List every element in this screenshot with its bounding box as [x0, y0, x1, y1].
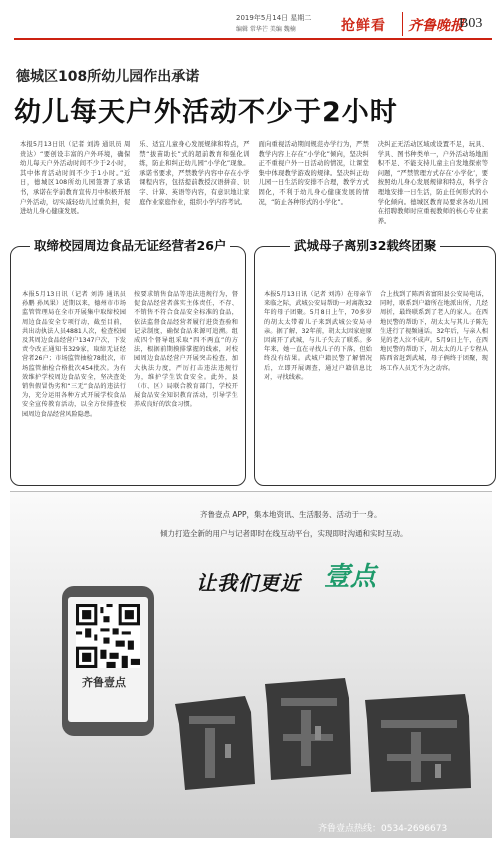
section-name: 抢鲜看 — [341, 18, 386, 34]
ad-description: 倾力打造全新的用户与记者即时在线互动平台，实现即时沟通和实时互动。 — [160, 529, 408, 538]
block-letters-icon — [165, 634, 485, 794]
article-column: 合上找到了陈西省富阳县公安局电话，同时，联系到户籍所在地派出所，几经周折，最终联系到了老人的家人。在西地民警的帮助下，胡太太与其儿子陈先生进行了视频通话。32年后，与亲人相见的老人泣不成声。5月9日上午，在西地民警的帮助下，胡太太的儿子专程从陈西省赶到武城，母子俩终于团聚，现场工作人员无不为之动容。 — [380, 291, 488, 372]
issue-date: 2019年5月14日 星期二 — [236, 14, 312, 22]
qr-code-icon — [76, 604, 140, 668]
qr-brand-label: 齐鲁壹点 — [82, 676, 126, 689]
article-headline: 幼儿每天户外活动不少于2小时 — [14, 97, 398, 128]
article-column: 决纠正无活动区域或设置不足，玩具、学具、图书种类单一，户外活动场地面积不足、不能支持儿童主自发地探索等问题，“严禁管理方式存在‘小学化’，要按照幼儿身心发展规律和特点，科学合理地安排一日生活，防止任何形式的小学化倾向。德城区教育局要求各幼儿园在招聘教师时应重视教师的核心专业素养。 — [377, 141, 488, 225]
article-kicker: 德城区108所幼儿园作出承诺 — [16, 69, 200, 85]
right-article-title: 武城母子离别32载终团聚 — [290, 236, 440, 254]
article-column: 面向重视活动期间规范办学行为，严禁教学内容上存在“小学化”倾向，坚决纠正不重视户外一日活动的情况，让课堂集中体现教学游戏的规律。坚决纠正幼儿园一日生活的安排不合理，教学方式固化，不利于幼儿身心健康发展的情况，“防止各种形式的小学化”。 — [258, 141, 369, 206]
left-article-title: 取缔校园周边食品无证经营者26户 — [30, 236, 230, 254]
ad-hotline: 齐鲁壹点热线：0534-2696673 — [318, 824, 448, 834]
editor-credit: 编辑 常华芒 美编 魏楠 — [236, 26, 296, 33]
page-number: B03 — [459, 16, 483, 31]
article-column: 本报5月13日讯（记者 刘涛 通讯员 孙鹏 孙凤果）近期以来，德州市市场监管管理局在全市开展集中取缔校园周边食品安全专项行动，截至目前，共出动执法人员4881人次，检查校园及其周边食品经营户1347户次，下发责令改正通知书329家，取缔无证经营者26户；市场监管抽检78批次，市场监管抽检合格批次454批次。为有效维护学校周边食品安全，坚决查处销售假冒伪劣和“三无”食品的违法行为，充分运用各种方式开展学校食品安全宣传教育活动，以全方位排查校园周边食品经营风险隐患。 — [22, 291, 126, 418]
article-body — [20, 140, 488, 245]
header-rule — [14, 38, 492, 40]
newspaper-brand: 齐鲁晚报 — [408, 18, 464, 34]
ad-slogan: 让我们更近 — [196, 571, 301, 595]
app-logo: 壹点 — [324, 562, 377, 592]
article-column: 乐、适宜儿童身心发展规律和特点，严禁“拔苗助长”式的超前教育和强化训练，防止和纠正幼儿园“小学化”现象。承诺书要求，严禁教学内容中存在小学课程内容，包括提前教授汉语拼音、识字、计算、英语等内容，有意识地让家庭作业家庭作业，组织小学内容考试。 — [139, 141, 250, 206]
article-column: 按要求销售食品等违法违规行为，督促食品经营者落实主体责任，不存、不销售不符合食品安全标准的食品，依法监督食品经营者履行进货查验和记录制度，确保食品来源可追溯。组成四个督导组采取“四不两直”的方法，根据前期摸排掌握的线索，对校园周边食品经营户开展突击检查，加大执法力度，严厉打击违法违规行为，维护学生饮食安全。此外，县（市、区）局联合教育部门，学校开展食品安全知识教育活动，引导学生养成良好的饮食习惯。 — [134, 291, 238, 409]
right-article-body — [264, 290, 488, 478]
header-divider — [402, 12, 403, 36]
ad-tagline: 齐鲁壹点 APP，集本地资讯、生活服务、活动于一身。 — [200, 510, 382, 519]
left-article-body — [22, 290, 238, 478]
article-column: 本报5月13日讯（记者 刘涛 通讯员 周贵达）“要创设丰富的户外环境，确保幼儿每天户外活动时间不少于2小时，其中体育活动时间不少于1小时。”近日，德城区108所幼儿园签署了承诺书，承诺在学前教育宣传月中积极开展户外活动，切实减轻幼儿过重负担，促进幼儿身心健康发展。 — [20, 141, 131, 216]
article-column: 本报5月13日讯（记者 刘涛）在母亲节来临之际，武城公安局帮助一对离散32年的母子团聚。5月8日上午，70多岁的胡太太带着儿子来到武城公安局寻亲。据了解，32年前，胡太太因家庭原因离开了武城，与儿子失去了联系。多年来，她一直在寻找儿子的下落，但始终没有结果。武城户籍民警了解情况后，立即开展调查，通过户籍信息比对，寻找线索。 — [264, 291, 372, 381]
